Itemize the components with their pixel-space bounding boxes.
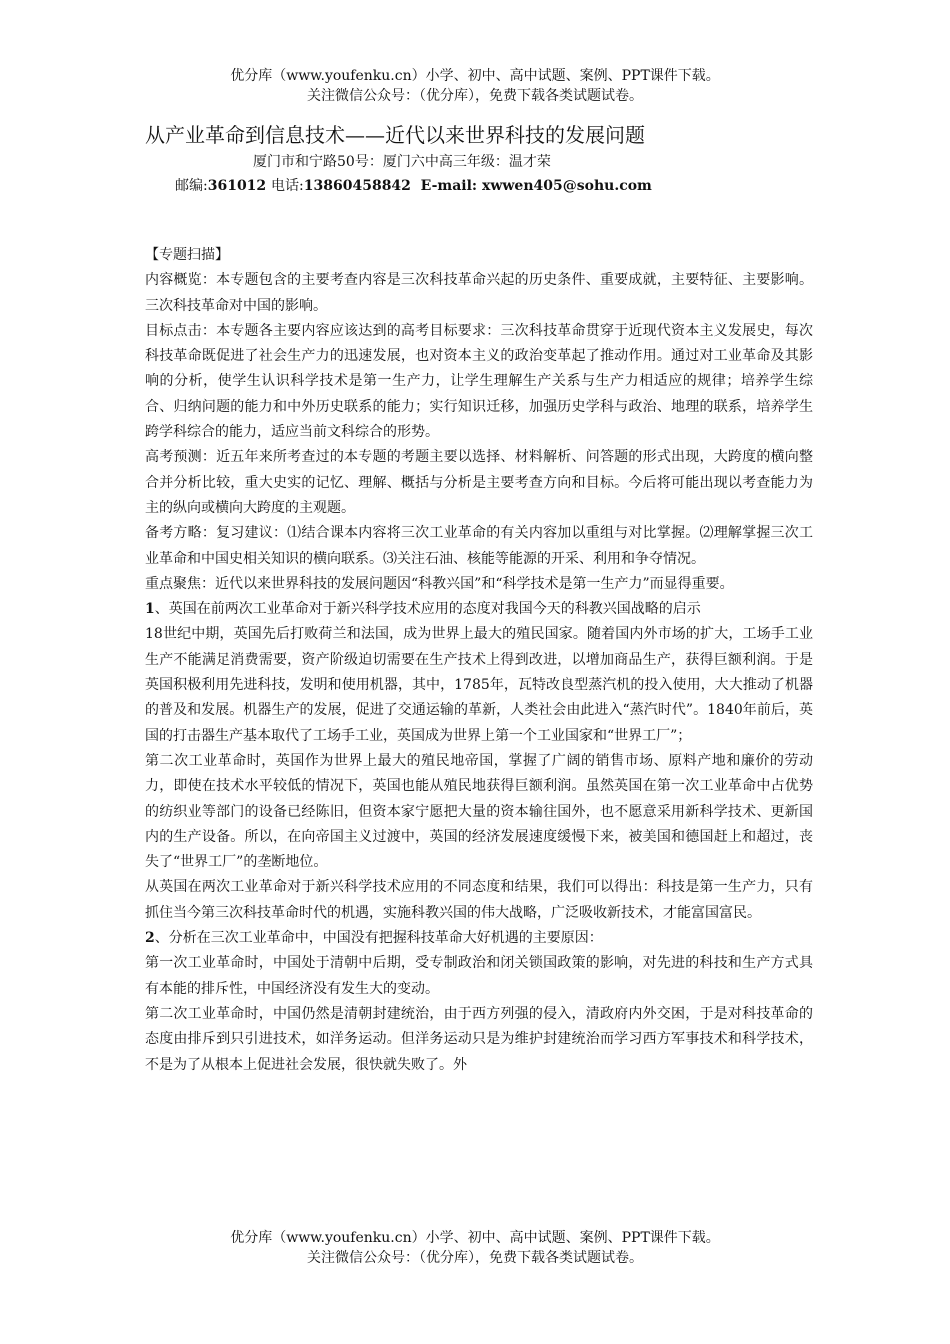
email-label: E-mail: [420, 178, 478, 194]
header-line-2: 关注微信公众号：（优分库），免费下载各类试题试卷。 [307, 88, 643, 104]
footer-line-1: 优分库（www.youfenku.cn）小学、初中、高中试题、案例、PPT课件下载。 [230, 1230, 720, 1246]
doc-contact [175, 174, 825, 198]
paragraph-china-first: 第一次工业革命时，中国处于清朝中后期，受专制政治和闭关锁国政策的影响，对先进的科技和生产方式具有本能的排斥性，中国经济没有发生大的变动。 [145, 955, 813, 997]
footer-line-2: 关注微信公众号：（优分库），免费下载各类试题试卷。 [307, 1250, 643, 1266]
question-1-text: 、英国在前两次工业革命对于新兴科学技术应用的态度对我国今天的科教兴国战略的启示 [154, 601, 701, 618]
doc-author: 厦门市和宁路50号：厦门六中高三年级：温才荣 [253, 154, 551, 170]
page-header [0, 66, 950, 106]
postcode-value: 361012 [207, 178, 267, 194]
paragraph-focus: 重点聚焦：近代以来世界科技的发展问题因“科教兴国”和“科学技术是第一生产力”而显得重要。 [145, 575, 734, 592]
question-1 [145, 597, 813, 622]
paragraph-britain-first: 18世纪中期，英国先后打败荷兰和法国，成为世界上最大的殖民国家。随着国内外市场的扩大，工场手工业生产不能满足消费需要，资产阶级迫切需要在生产技术上得到改进，以增加商品生产，获得巨额利润。于是英国积极利用先进科技，发明和使用机器，其中，1785年，瓦特改良型蒸汽机的投入使用，大大推动了机器的普及和发展。机器生产的发展，促进了交通运输的革新，人类社会由此进入“蒸汽时代”。1840年前后，英国的打击器生产基本取代了工场手工业，英国成为世界上第一个工业国家和“世界工厂”； [145, 626, 813, 744]
paragraph-overview: 内容概览：本专题包含的主要考查内容是三次科技革命兴起的历史条件、重要成就，主要特征、主要影响。三次科技革命对中国的影响。 [145, 272, 813, 314]
page-footer [0, 1228, 950, 1268]
paragraph-strategy: 备考方略：复习建议：⑴结合课本内容将三次工业革命的有关内容加以重组与对比掌握。⑵理解掌握三次工业革命和中国史相关知识的横向联系。⑶关注石油、核能等能源的开采、利用和争夺情况。 [145, 525, 813, 567]
question-2 [145, 926, 813, 951]
question-2-text: 、分析在三次工业革命中，中国没有把握科技革命大好机遇的主要原因： [154, 930, 603, 947]
paragraph-forecast: 高考预测：近五年来所考查过的本专题的考题主要以选择、材料解析、问答题的形式出现，大跨度的横向整合并分析比较，重大史实的记忆、理解、概括与分析是主要考查方向和目标。今后将可能出现以考查能力为主的纵向或横向大跨度的主观题。 [145, 449, 813, 516]
phone-value: 13860458842 [303, 178, 411, 194]
phone-label: 电话: [271, 178, 304, 194]
paragraph-china-second: 第二次工业革命时，中国仍然是清朝封建统治，由于西方列强的侵入，清政府内外交困，于是对科技革命的态度由排斥到只引进技术，如洋务运动。但洋务运动只是为维护封建统治而学习西方军事技术和科学技术，不是为了从根本上促进社会发展，很快就失败了。外 [145, 1005, 813, 1073]
postcode-label: 邮编: [175, 178, 208, 194]
paragraph-goals: 目标点击：本专题各主要内容应该达到的高考目标要求：三次科技革命贯穿于近现代资本主义发展史，每次科技革命既促进了社会生产力的迅速发展，也对资本主义的政治变革起了推动作用。通过对工业革命及其影响的分析，使学生认识科学技术是第一生产力，让学生理解生产关系与生产力相适应的规律；培养学生综合、归纳问题的能力和中外历史联系的能力；实行知识迁移，加强历史学科与政治、地理的联系，培养学生跨学科综合的能力，适应当前文科综合的形势。 [145, 322, 813, 441]
question-1-number: 1 [145, 601, 155, 618]
email-value[interactable]: xwwen405@sohu.com [481, 178, 652, 194]
doc-title: 从产业革命到信息技术——近代以来世界科技的发展问题 [145, 123, 645, 147]
title-block [145, 120, 825, 198]
document-body [145, 243, 813, 1078]
paragraph-britain-conclusion: 从英国在两次工业革命对于新兴科学技术应用的不同态度和结果，我们可以得出：科技是第一生产力，只有抓住当今第三次科技革命时代的机遇，实施科教兴国的伟大战略，广泛吸收新技术，才能富国富民。 [145, 879, 813, 921]
question-2-number: 2 [145, 930, 155, 947]
section-heading: 【专题扫描】 [145, 247, 229, 263]
header-line-1: 优分库（www.youfenku.cn）小学、初中、高中试题、案例、PPT课件下载。 [230, 68, 720, 84]
paragraph-britain-second: 第二次工业革命时，英国作为世界上最大的殖民地帝国，掌握了广阔的销售市场、原料产地和廉价的劳动力，即使在技术水平较低的情况下，英国也能从殖民地获得巨额利润。虽然英国在第一次工业革命中占优势的纺织业等部门的设备已经陈旧，但资本家宁愿把大量的资本输往国外，也不愿意采用新科学技术、更新国内的生产设备。所以，在向帝国主义过渡中，英国的经济发展速度缓慢下来，被美国和德国赶上和超过，丧失了“世界工厂”的垄断地位。 [145, 752, 813, 871]
